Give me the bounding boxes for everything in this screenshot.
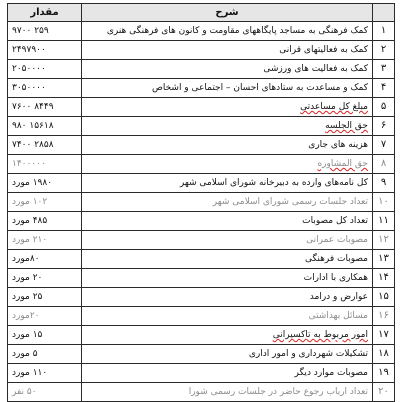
row-description-text: امور مربوط به تاکسیرانی — [272, 330, 368, 340]
table-row — [8, 250, 395, 269]
row-description: تعداد کل مصوبات — [82, 212, 373, 231]
row-description — [82, 155, 373, 174]
row-amount: ۲۴۹۷۹۰۰ — [8, 41, 82, 60]
row-description: کمک و مساعدت به ستادهای احسان – اجتماعی و اشخاص — [82, 79, 373, 98]
table-row — [8, 288, 395, 307]
row-index: ۱۵ — [373, 288, 395, 307]
row-amount: ۲۰۵۰۰۰۰ — [8, 60, 82, 79]
row-amount: ۱۱۰ مورد — [8, 364, 82, 383]
row-description-text: حق المشاوره — [317, 159, 368, 169]
row-index: ۱۷ — [373, 326, 395, 345]
row-index: ۷ — [373, 136, 395, 155]
row-description: همکاری با ادارات — [82, 269, 373, 288]
header-index — [373, 4, 395, 22]
report-table — [7, 3, 395, 402]
header-description: شرح — [82, 4, 373, 22]
row-description: مسائل بهداشتی — [82, 307, 373, 326]
report-table-container — [7, 3, 394, 402]
table-row — [8, 41, 395, 60]
row-index: ۹ — [373, 174, 395, 193]
row-index: ۱۰ — [373, 193, 395, 212]
table-row — [8, 155, 395, 174]
row-amount: ۵۰ نفر — [8, 383, 82, 402]
row-description: مصوبات فرهنگی — [82, 250, 373, 269]
row-description-text: حق الجلسه — [325, 121, 368, 131]
row-description: تشکیلات شهرداری و امور اداری — [82, 345, 373, 364]
table-row — [8, 269, 395, 288]
table-row — [8, 117, 395, 136]
row-description: کمک به فعالیت های ورزشی — [82, 60, 373, 79]
table-row — [8, 98, 395, 117]
table-row — [8, 326, 395, 345]
row-index: ۸ — [373, 155, 395, 174]
row-index: ۱۹ — [373, 364, 395, 383]
row-description: عوارض و درامد — [82, 288, 373, 307]
row-index: ۶ — [373, 117, 395, 136]
row-amount: ۳۰۵۰۰۰۰ — [8, 79, 82, 98]
table-row — [8, 307, 395, 326]
row-description: مصوبات عمرانی — [82, 231, 373, 250]
row-description — [82, 98, 373, 117]
row-description: هزینه های جاری — [82, 136, 373, 155]
table-row — [8, 231, 395, 250]
row-index: ۴ — [373, 79, 395, 98]
row-amount: ۲۰مورد — [8, 307, 82, 326]
row-amount: ۴۸۵ مورد — [8, 212, 82, 231]
row-amount: ۱۹۸۰ مورد — [8, 174, 82, 193]
row-index: ۱۶ — [373, 307, 395, 326]
row-description: مصوبات موارد دیگر — [82, 364, 373, 383]
table-row — [8, 193, 395, 212]
row-index: ۱۴ — [373, 269, 395, 288]
row-amount: ۱۴۰۰۰۰۰ — [8, 155, 82, 174]
table-row — [8, 383, 395, 402]
row-description — [82, 117, 373, 136]
row-amount: ۲۵۹ ۹۷۰۰ — [8, 22, 82, 41]
row-description-text: مبلغ کل مساعدتی — [300, 102, 368, 112]
table-row — [8, 345, 395, 364]
row-amount: ۱۵ مورد — [8, 326, 82, 345]
table-row — [8, 136, 395, 155]
row-amount: ۸۰مورد — [8, 250, 82, 269]
row-description: کمک فرهنگی به مساجد پایگاههای مقاومت و کانون های فرهنگی هنری — [82, 22, 373, 41]
row-index: ۲ — [373, 41, 395, 60]
table-row — [8, 212, 395, 231]
row-index: ۳ — [373, 60, 395, 79]
row-index: ۱۱ — [373, 212, 395, 231]
row-index: ۱۳ — [373, 250, 395, 269]
row-description: تعداد جلسات رسمی شورای اسلامی شهر — [82, 193, 373, 212]
header-amount: مقدار — [8, 4, 82, 22]
row-index: ۲۰ — [373, 383, 395, 402]
row-amount: ۲۸۵۸ ۷۴۰۰ — [8, 136, 82, 155]
row-index: ۱۸ — [373, 345, 395, 364]
row-index: ۱ — [373, 22, 395, 41]
row-amount: ۱۵۶۱۸ ۹۸۰ — [8, 117, 82, 136]
row-description — [82, 326, 373, 345]
row-amount: ۲۱۰ مورد — [8, 231, 82, 250]
row-amount: ۸۴۴۹ ۷۶۰۰ — [8, 98, 82, 117]
table-row — [8, 364, 395, 383]
row-amount: ۱۰۲ مورد — [8, 193, 82, 212]
table-body — [8, 22, 395, 402]
row-description: کمک به فعالیتهای قرانی — [82, 41, 373, 60]
table-row — [8, 60, 395, 79]
table-header-row — [8, 4, 395, 22]
row-description: کل نامه‌های وارده به دبیرخانه شورای اسلامی شهر — [82, 174, 373, 193]
row-amount: ۲۰ مورد — [8, 269, 82, 288]
table-row — [8, 22, 395, 41]
table-row — [8, 79, 395, 98]
row-amount: ۵ مورد — [8, 345, 82, 364]
table-row — [8, 174, 395, 193]
row-index: ۱۲ — [373, 231, 395, 250]
row-description: تعداد ارباب رجوع حاضر در جلسات رسمی شورا — [82, 383, 373, 402]
row-amount: ۲۵ مورد — [8, 288, 82, 307]
row-index: ۵ — [373, 98, 395, 117]
